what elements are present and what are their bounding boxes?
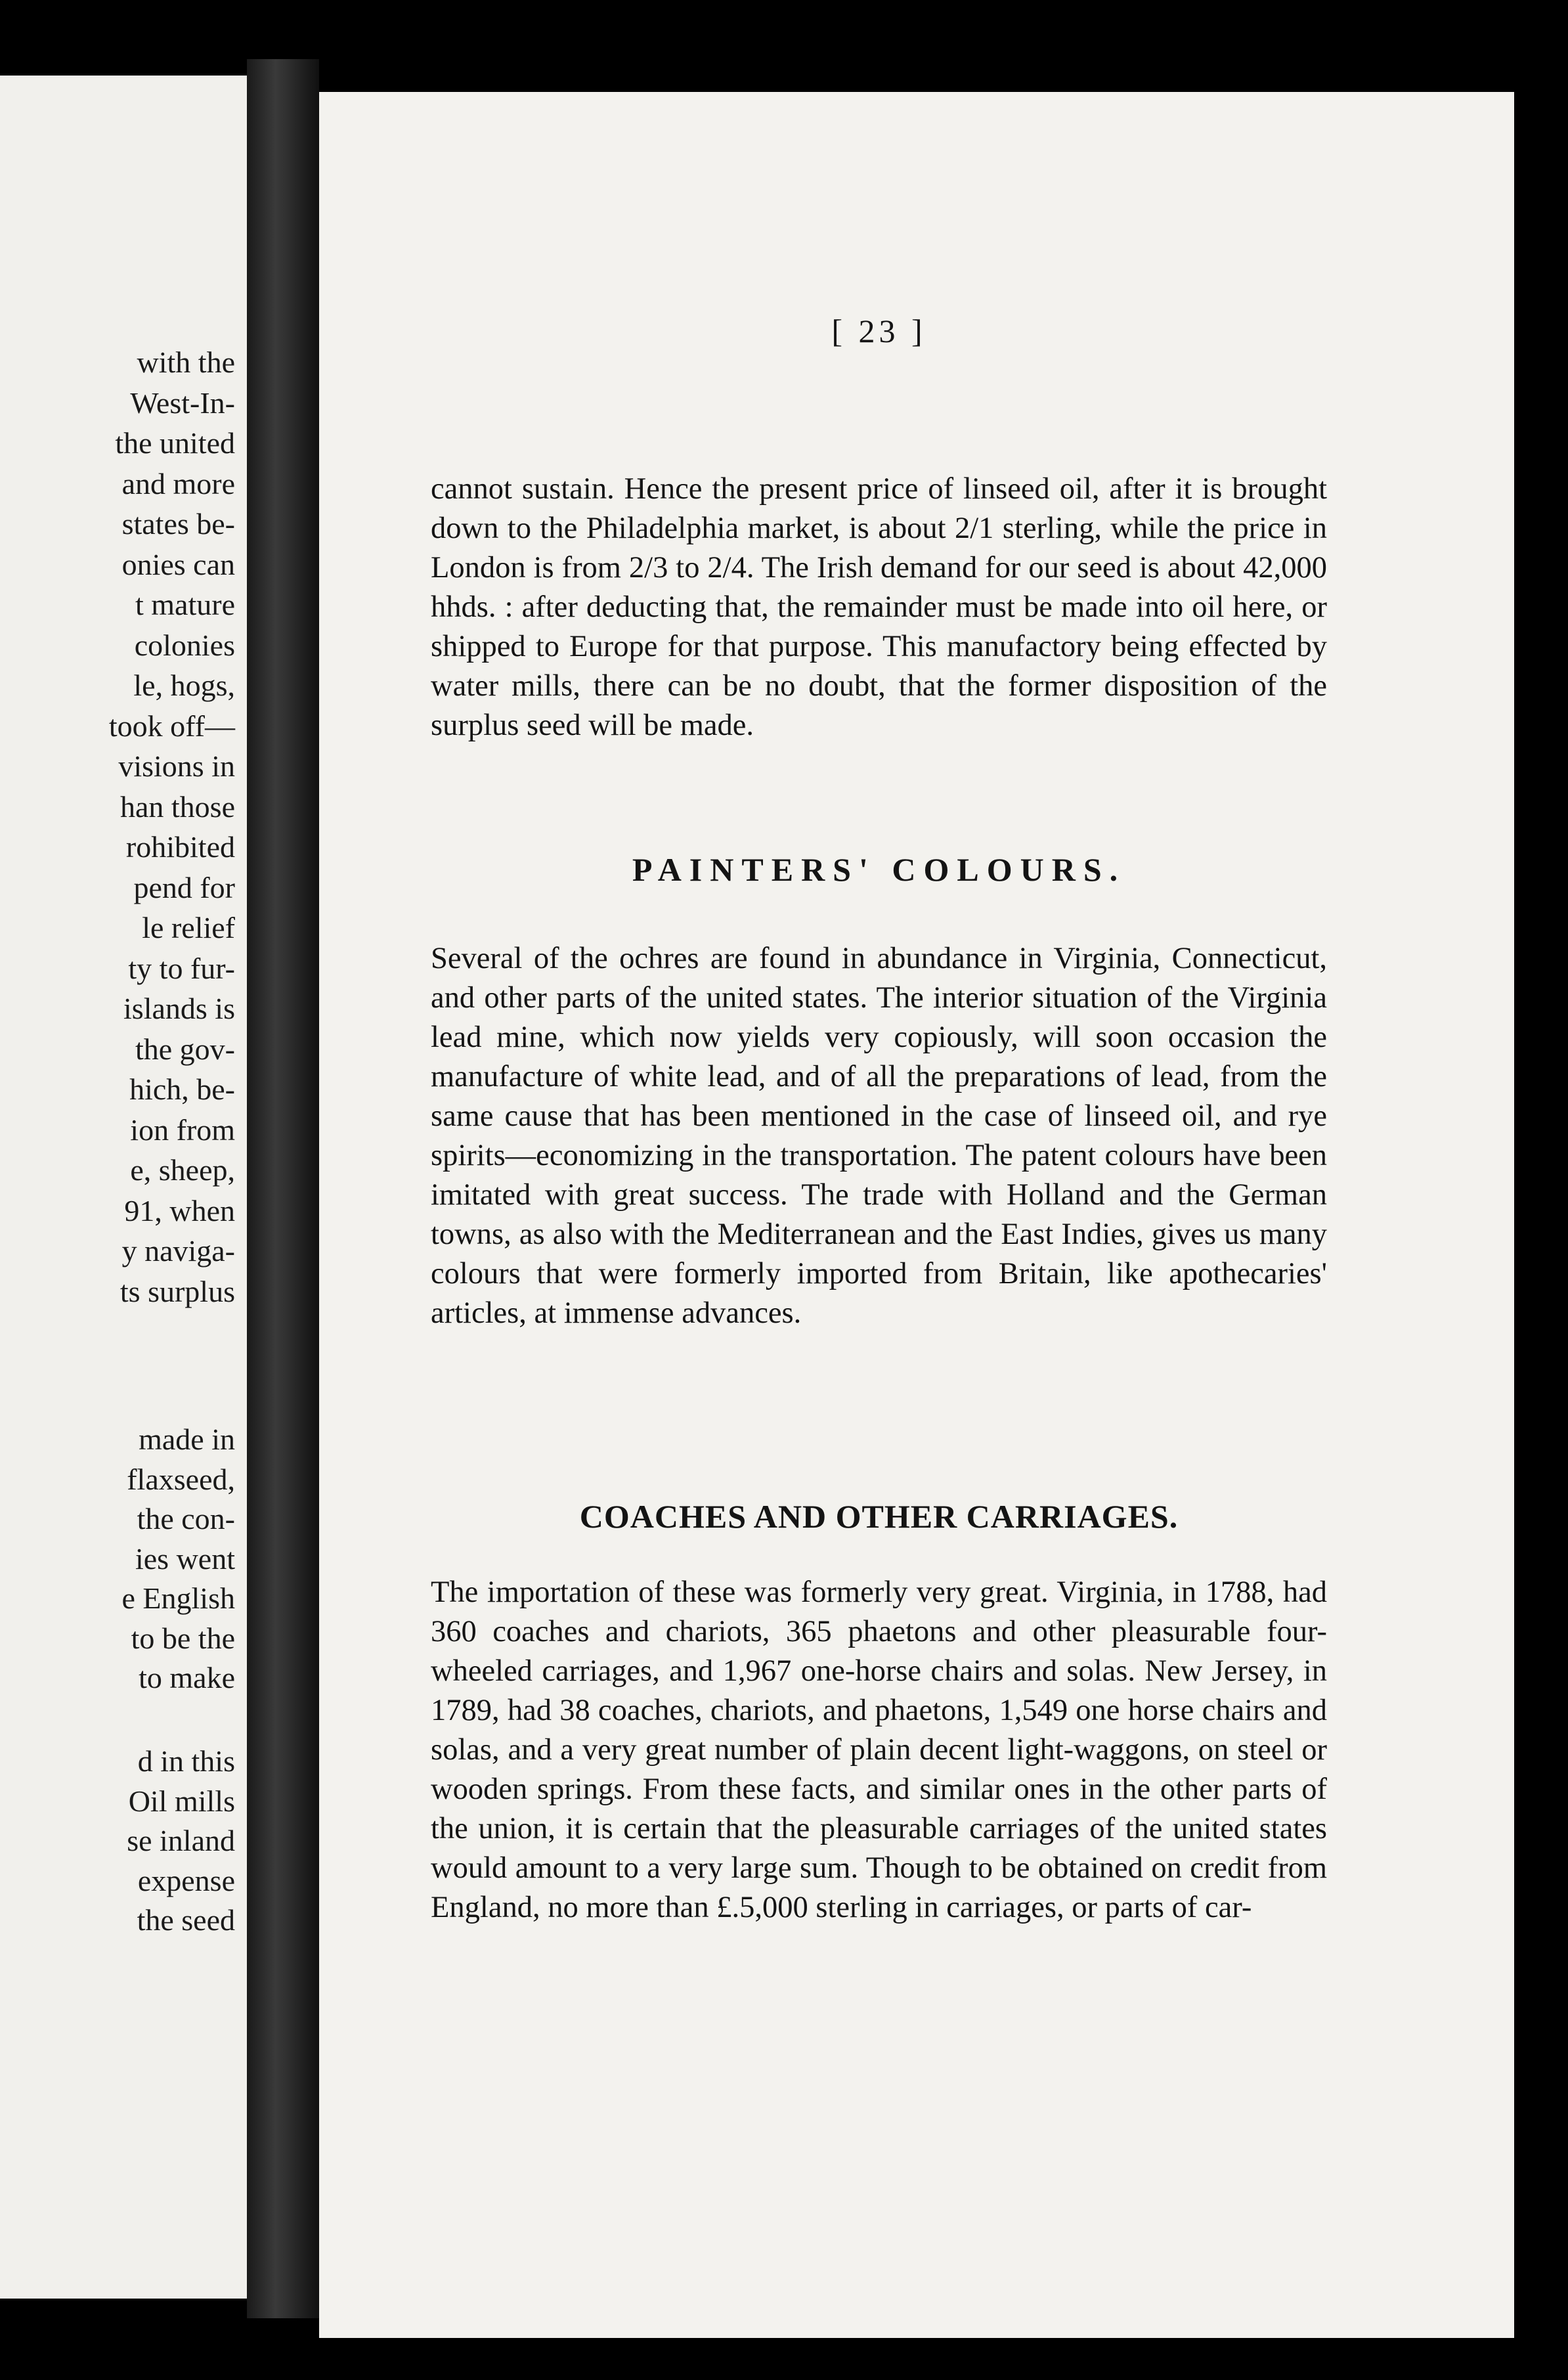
left-page-line: visions in (118, 749, 235, 783)
left-page-line: colonies (134, 628, 235, 662)
left-page-line: ty to fur- (128, 951, 235, 985)
book-gutter (247, 59, 319, 2318)
left-page-line: ts surplus (120, 1274, 235, 1308)
left-page-line: the seed (137, 1903, 235, 1937)
left-page-fragment (0, 76, 247, 2299)
heading-painters-colours: PAINTERS' COLOURS. (632, 851, 1126, 888)
left-page-line: took off— (108, 709, 235, 743)
left-page-line: islands is (123, 992, 235, 1025)
left-page-line: hich, be- (129, 1072, 235, 1106)
left-page-line: e, sheep, (130, 1153, 235, 1187)
left-page-line: ies went (135, 1541, 235, 1576)
page-number: [ 23 ] (831, 313, 926, 349)
paragraph-coaches-carriages: The importation of these was formerly very great. Virginia, in 1788, had 360 coaches and chariots, 365 phaetons and other pleasurable four-wheeled carriages, and 1,967 one-horse chairs and solas. New Jersey, in 1789, had 38 coaches, chariots, and phaetons, 1,549 one horse chairs and solas, and a very great number of plain decent light-waggons, on steel or wooden springs. From these facts, and similar ones in the other parts of the union, it is certain that the pleasurable carriages of the united states would amount to a very large sum. Though to be obtained on credit from England, no more than £.5,000 sterling in carriages, or parts of car- (431, 1576, 1327, 1924)
paragraph-linseed-oil: cannot sustain. Hence the present price of linseed oil, after it is brought down to the Philadelphia market, is about 2/1 sterling, while the price in London is from 2/3 to 2/4. The Irish demand for our seed is about 42,000 hhds. : after deducting that, the remainder must be made into oil here, or shipped to Europe for that purpose. This manufactory being effected by water mills, there can be no doubt, that the former disposition of the surplus seed will be made. (431, 472, 1327, 742)
left-page-line: expense (137, 1863, 235, 1897)
paragraph-painters-colours: Several of the ochres are found in abundance in Virginia, Connecticut, and other parts of the united states. The interior situation of the Virginia lead mine, which now yields very copiously, will soon occasion the manufacture of white lead, and of all the preparations of lead, from the same cause that has been mentioned in the case of linseed oil, and rye spirits—economizing in the transportation. The patent colours have been imitated with great success. The trade with Holland and the German towns, as also with the Mediterranean and the East Indies, gives us many colours that were formerly imported from Britain, like apothecaries' articles, at immense advances. (431, 942, 1327, 1330)
left-page-line: West-In- (130, 386, 235, 420)
left-page-line: Oil mills (128, 1784, 235, 1818)
left-page-line: se inland (127, 1824, 235, 1857)
left-page-line: to make (139, 1661, 235, 1694)
left-page-line: onies can (121, 547, 235, 581)
left-page-line: 91, when (124, 1193, 235, 1227)
left-page-line: and more (121, 466, 235, 500)
left-page-line: made in (139, 1422, 235, 1456)
left-page-line: the gov- (135, 1032, 235, 1066)
left-page-line: y naviga- (121, 1234, 235, 1267)
left-page-line: states be- (121, 507, 235, 540)
left-page-line: the united (115, 426, 235, 460)
left-page-line: ion from (130, 1113, 235, 1147)
left-page-line: le, hogs, (133, 669, 235, 702)
left-page-line: t mature (135, 588, 235, 621)
left-page-line: flaxseed, (127, 1462, 235, 1496)
left-page-line: le relief (142, 911, 235, 944)
left-page-line: rohibited (125, 830, 235, 864)
left-page-line: to be the (131, 1621, 235, 1655)
left-page-line: pend for (133, 870, 235, 904)
left-page-line: the con- (137, 1502, 235, 1535)
left-page-line: with the (137, 345, 235, 379)
right-page (319, 92, 1514, 2338)
left-page-line: d in this (137, 1744, 235, 1778)
left-page-line: e English (121, 1581, 235, 1615)
left-page-line: han those (120, 789, 235, 824)
heading-coaches-carriages: COACHES AND OTHER CARRIAGES. (579, 1498, 1179, 1535)
